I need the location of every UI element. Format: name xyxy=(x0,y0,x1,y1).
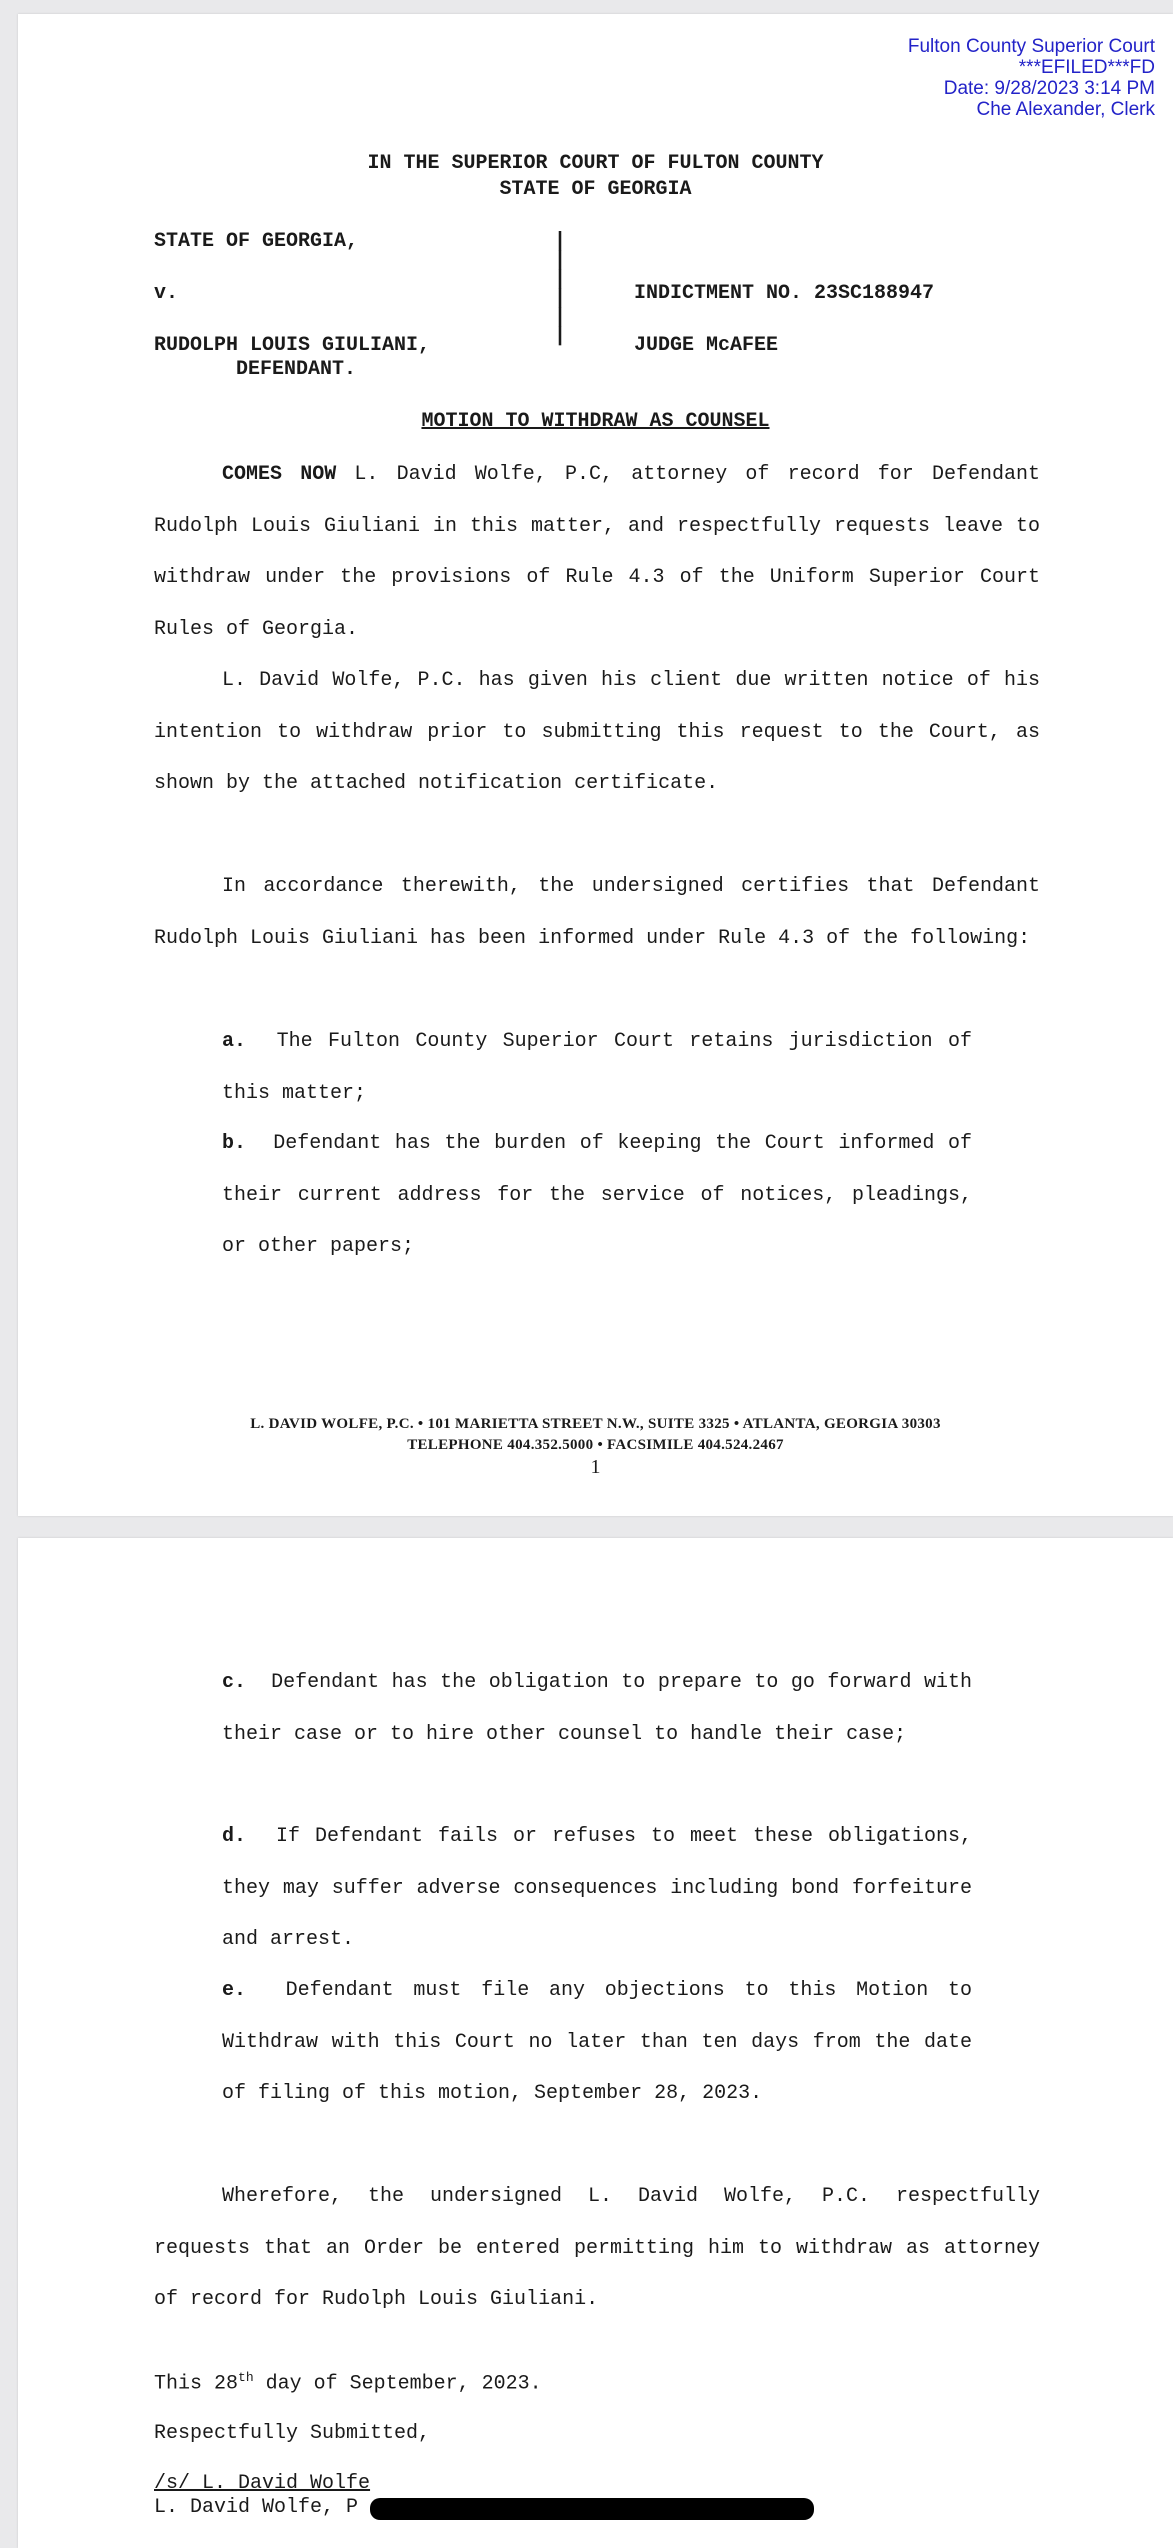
date-ordinal: th xyxy=(238,2370,254,2385)
item-c-letter: c. xyxy=(222,1671,247,1694)
list-item-c xyxy=(222,1657,972,1760)
signer-name: L. David Wolfe, P xyxy=(154,2496,359,2519)
page-number: 1 xyxy=(590,1456,601,1478)
list-item-b xyxy=(222,1118,972,1273)
item-e-letter: e. xyxy=(222,1979,247,2002)
closing-line: Respectfully Submitted, xyxy=(154,2422,431,2445)
caption-plaintiff: STATE OF GEORGIA, xyxy=(154,230,359,253)
paragraph-comes-now xyxy=(154,449,1040,655)
caption-divider: | | | | | | xyxy=(554,230,567,348)
redaction-bar xyxy=(370,2498,814,2520)
court-heading-line2: STATE OF GEORGIA xyxy=(499,178,692,201)
comes-now-lead: COMES NOW xyxy=(222,463,337,486)
caption-defendant: RUDOLPH LOUIS GIULIANI, xyxy=(154,334,431,357)
caption-indictment: INDICTMENT NO. 23SC188947 xyxy=(634,282,935,305)
comes-now-text: L. David Wolfe, P.C, attorney of record for Defendant Rudolph Louis Giuliani in this matter, and respectfully requests leave to withdraw under the provisions of Rule 4.3 of the Uniform Superior Court Rules of Georgia. xyxy=(154,463,1040,641)
list-item-e xyxy=(222,1965,972,2120)
efile-status: ***EFILED***FD xyxy=(1018,57,1155,78)
list-item-d xyxy=(222,1811,972,1966)
caption-judge: JUDGE McAFEE xyxy=(634,334,779,357)
motion-title: MOTION TO WITHDRAW AS COUNSEL xyxy=(421,410,770,433)
court-heading-line1: IN THE SUPERIOR COURT OF FULTON COUNTY xyxy=(367,152,824,175)
item-b-letter: b. xyxy=(222,1132,247,1155)
item-c-text: Defendant has the obligation to prepare to go forward with their case or to hire other counsel to handle their case; xyxy=(222,1671,972,1746)
item-b-text: Defendant has the burden of keeping the Court informed of their current address for the service of notices, pleadings, or other papers; xyxy=(222,1132,972,1258)
document-page-2 xyxy=(18,1538,1173,2548)
item-e-text: Defendant must file any objections to this Motion to Withdraw with this Court no later than ten days from the date of filing of this motion, September 28, 2023. xyxy=(222,1979,972,2105)
list-item-a xyxy=(222,1016,972,1119)
efile-stamp xyxy=(908,36,1155,120)
item-a-text: The Fulton County Superior Court retains jurisdiction of this matter; xyxy=(222,1030,972,1105)
date-prefix: This 28 xyxy=(154,2372,239,2396)
date-suffix: day of September, 2023. xyxy=(253,2372,542,2396)
paragraph-notice: L. David Wolfe, P.C. has given his client due written notice of his intention to withdraw prior to submitting this request to the Court, as shown by the attached notification certificate. xyxy=(154,669,1040,795)
efile-date: Date: 9/28/2023 3:14 PM xyxy=(943,78,1155,99)
document-page-1 xyxy=(18,14,1173,1516)
efile-clerk: Che Alexander, Clerk xyxy=(976,99,1155,120)
efile-court: Fulton County Superior Court xyxy=(907,36,1155,57)
signature-line: /s/ L. David Wolfe xyxy=(154,2472,371,2495)
caption-defendant-role: DEFENDANT. xyxy=(236,358,357,381)
footer-address: L. DAVID WOLFE, P.C. • 101 MARIETTA STREET N.W., SUITE 3325 • ATLANTA, GEORGIA 30303 xyxy=(250,1416,941,1432)
paragraph-certifies: In accordance therewith, the undersigned certifies that Defendant Rudolph Louis Giuliani has been informed under Rule 4.3 of the following: xyxy=(154,875,1040,950)
item-d-text: If Defendant fails or refuses to meet these obligations, they may suffer adverse consequences including bond forfeiture and arrest. xyxy=(222,1825,972,1951)
signing-date xyxy=(154,2370,542,2396)
caption-versus: v. xyxy=(154,282,179,305)
paragraph-wherefore: Wherefore, the undersigned L. David Wolfe, P.C. respectfully requests that an Order be entered permitting him to withdraw as attorney of record for Rudolph Louis Giuliani. xyxy=(154,2185,1040,2311)
item-a-letter: a. xyxy=(222,1030,247,1053)
item-d-letter: d. xyxy=(222,1825,247,1848)
footer-phone: TELEPHONE 404.352.5000 • FACSIMILE 404.524.2467 xyxy=(407,1437,784,1453)
